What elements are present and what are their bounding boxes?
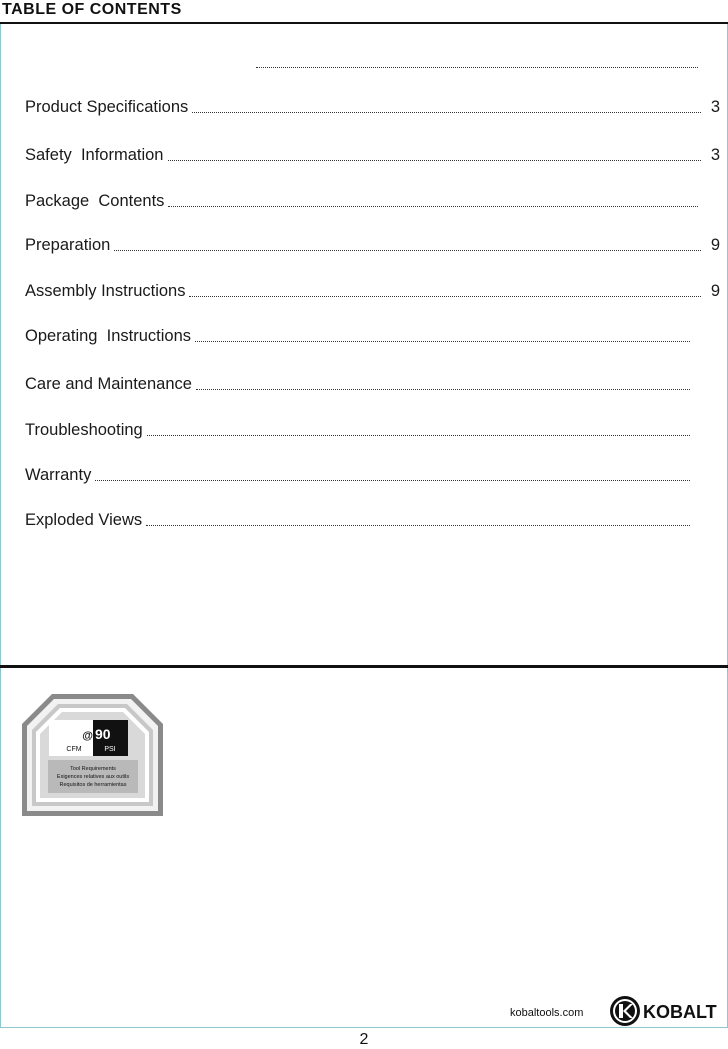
page-number: 2 (359, 1031, 369, 1048)
badge-cfm-label: CFM (66, 746, 82, 753)
toc-entry-label: Package Contents (25, 192, 165, 210)
toc-entry-exploded-views[interactable] (25, 510, 693, 530)
toc-leader (189, 296, 701, 297)
toc-leader (114, 250, 701, 251)
page-frame-bottom (0, 1027, 728, 1028)
toc-entry-operating-instructions[interactable] (25, 326, 693, 346)
toc-entry-assembly-instructions[interactable] (25, 281, 720, 301)
page-frame-left (0, 24, 1, 1028)
toc-entry-label: Safety Information (25, 146, 164, 164)
toc-entry-package-contents[interactable] (25, 191, 701, 211)
toc-entry-product-specifications[interactable] (25, 97, 720, 117)
toc-entry-label: Preparation (25, 236, 111, 254)
toc-page-number: 9 (710, 282, 720, 300)
toc-leader (196, 389, 690, 390)
tool-requirements-badge-icon (22, 694, 163, 816)
toc-entry-safety-information[interactable] (25, 145, 720, 165)
toc-leader (146, 525, 690, 526)
badge-at: @ (82, 730, 93, 742)
toc-entry-label: Care and Maintenance (25, 375, 192, 393)
toc-leader-blank (256, 53, 698, 68)
toc-leader (147, 435, 690, 436)
website-link[interactable]: kobaltools.com (510, 1007, 584, 1019)
toc-page-number: 3 (710, 146, 720, 164)
toc-entry-label: Assembly Instructions (25, 282, 186, 300)
toc-entry-care-and-maintenance[interactable] (25, 374, 693, 394)
brand-name: KOBALT (643, 1002, 717, 1022)
toc-entry-label: Troubleshooting (25, 421, 143, 439)
toc-page-number: 9 (710, 236, 720, 254)
toc-page-number: 3 (710, 98, 720, 116)
badge-pressure-value: 90 (95, 726, 111, 742)
toc-entry-troubleshooting[interactable] (25, 420, 693, 440)
toc-leader (168, 206, 698, 207)
badge-psi-label: PSI (104, 746, 116, 753)
page-title: TABLE OF CONTENTS (2, 1, 182, 18)
toc-entry-label: Exploded Views (25, 511, 143, 529)
toc-entry-preparation[interactable] (25, 235, 720, 255)
section-rule (0, 665, 728, 668)
toc-leader (168, 160, 702, 161)
kobalt-logo-icon (609, 995, 728, 1027)
badge-line: Tool Requirements (70, 766, 116, 772)
toc-entry-label: Operating Instructions (25, 327, 191, 345)
badge-line: Exigences relatives aux outils (56, 774, 130, 780)
toc-leader (195, 341, 690, 342)
toc-entry-label: Product Specifications (25, 98, 189, 116)
toc-leader (192, 112, 701, 113)
toc-leader (95, 480, 690, 481)
title-rule (0, 22, 728, 24)
badge-line: Requisitos de herramientas (59, 782, 127, 788)
toc-entry-warranty[interactable] (25, 465, 693, 485)
toc-entry-label: Warranty (25, 466, 92, 484)
